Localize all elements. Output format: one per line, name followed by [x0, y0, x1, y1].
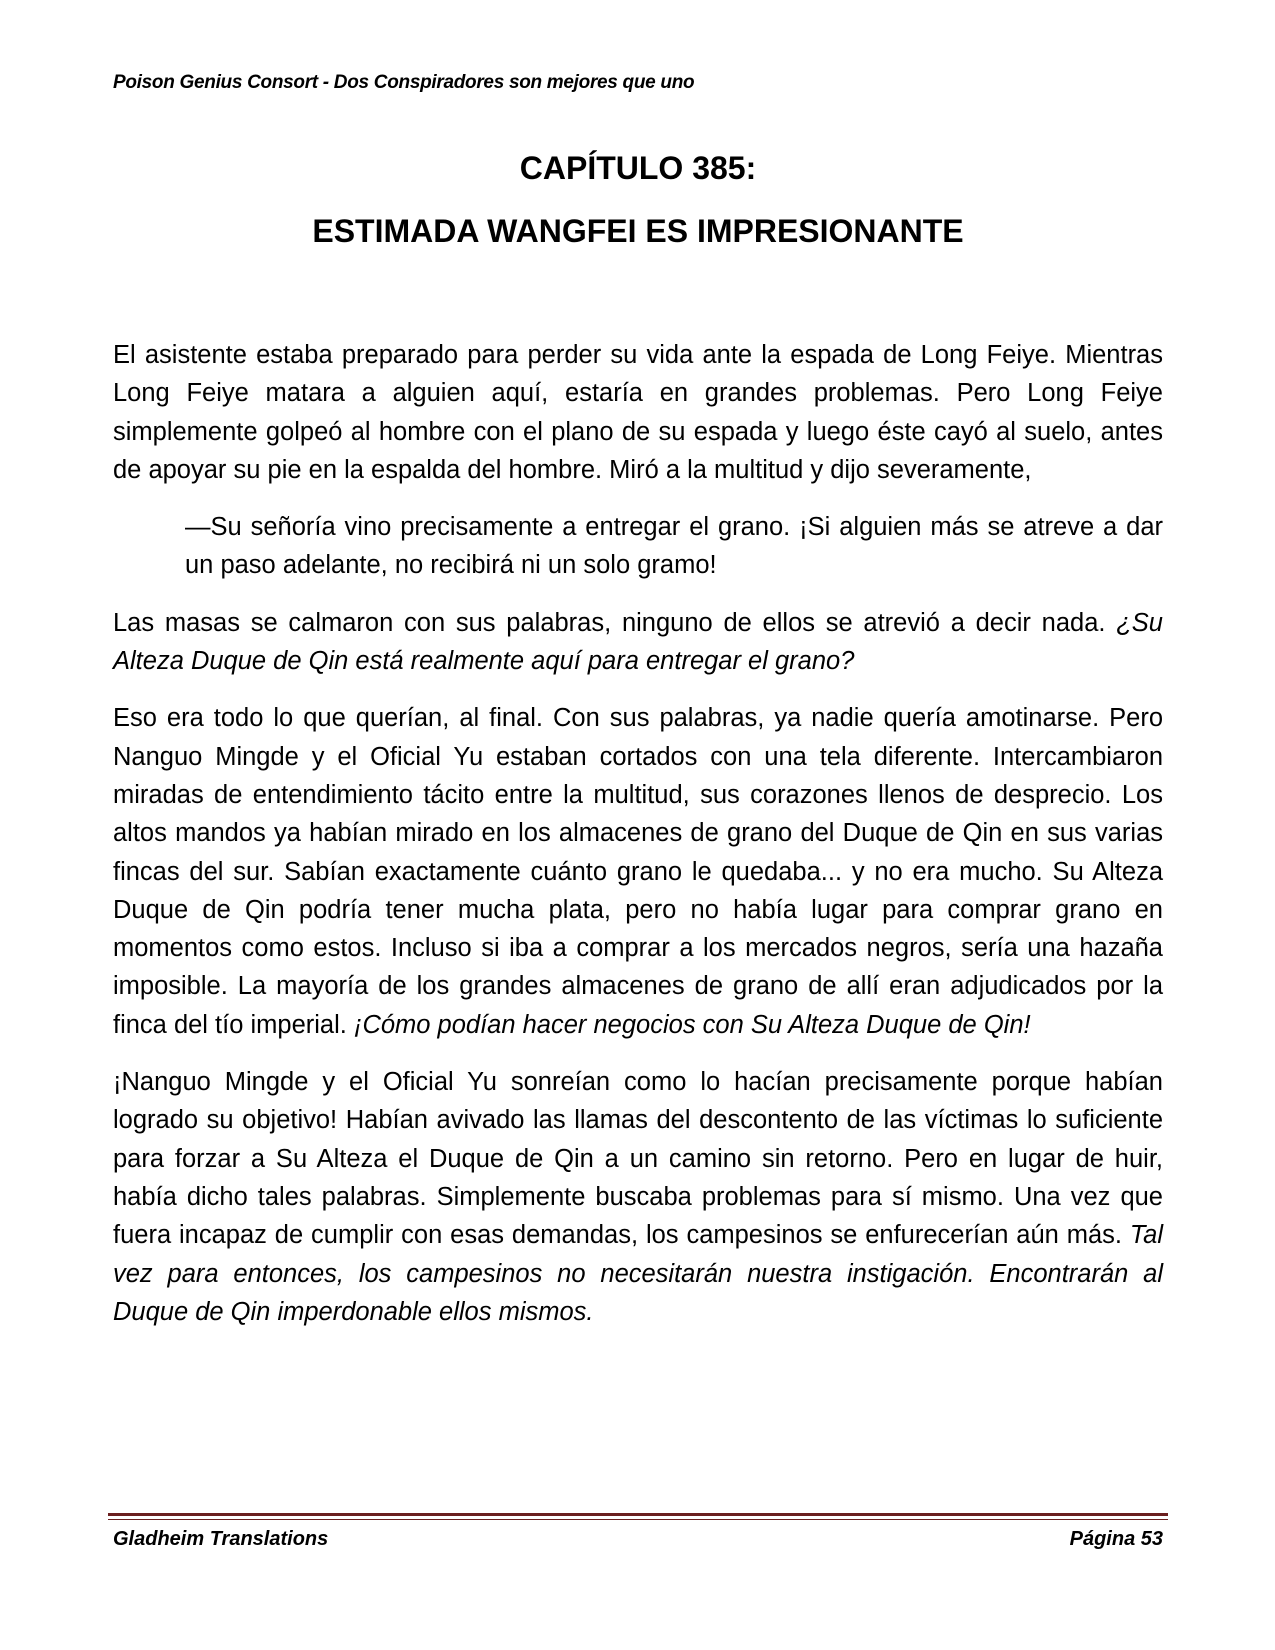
- paragraph-4-text: Eso era todo lo que querían, al final. Con sus palabras, ya nadie quería amotinarse. Pero Nanguo Mingde y el Oficial Yu estaban cortados con una tela diferente. Intercambiaron miradas de entendimiento tácito entre la multitud, sus corazones llenos de desprecio. Los altos mandos ya habían mirado en los almacenes de grano del Duque de Qin en sus varias fincas del sur. Sabían exactamente cuánto grano le quedaba... y no era mucho. Su Alteza Duque de Qin podría tener mucha plata, pero no había lugar para comprar grano en momentos como estos. Incluso si iba a comprar a los mercados negros, sería una hazaña imposible. La mayoría de los grandes almacenes de grano de allí eran adjudicados por la finca del tío imperial.: [113, 704, 1163, 1039]
- paragraph-3-text: Las masas se calmaron con sus palabras, ninguno de ellos se atrevió a decir nada.: [113, 608, 1106, 637]
- footer-rule-thick: [108, 1513, 1168, 1516]
- paragraph-1: El asistente estaba preparado para perder su vida ante la espada de Long Feiye. Mientras Long Feiye matara a alguien aquí, estaría en grandes problemas. Pero Long Feiye simplemente golpeó al hombre con el plano de su espada y luego éste cayó al suelo, antes de apoyar su pie en la espalda del hombre. Miró a la multitud y dijo severamente,: [113, 341, 1163, 484]
- chapter-body: [113, 336, 1163, 1350]
- paragraph-3-thought: ¿Su Alteza Duque de Qin está realmente aquí para entregar el grano?: [113, 608, 1163, 676]
- paragraph-4-thought: ¡Cómo podían hacer negocios con Su Alteza Duque de Qin!: [353, 1010, 1031, 1039]
- chapter-number: CAPÍTULO 385:: [519, 150, 757, 186]
- paragraph-5-thought: Tal vez para entonces, los campesinos no necesitarán nuestra instigación. Encontrarán al Duque de Qin imperdonable ellos mismos.: [113, 1221, 1164, 1326]
- footer-publisher: Gladheim Translations: [113, 1528, 329, 1550]
- paragraph-5-text: ¡Nanguo Mingde y el Oficial Yu sonreían como lo hacían precisamente porque habían logrado su objetivo! Habían avivado las llamas del descontento de las víctimas lo suficiente para forzar a Su Alteza el Duque de Qin a un camino sin retorno. Pero en lugar de huir, había dicho tales palabras. Simplemente buscaba problemas para sí mismo. Una vez que fuera incapaz de cumplir con esas demandas, los campesinos se enfurecerían aún más.: [113, 1068, 1163, 1250]
- running-header: Poison Genius Consort - Dos Conspiradores son mejores que uno: [113, 72, 695, 93]
- paragraph-3: [113, 604, 1163, 681]
- footer-rule-thin: [108, 1519, 1168, 1520]
- paragraph-4: [113, 699, 1163, 1044]
- chapter-title: ESTIMADA WANGFEI ES IMPRESIONANTE: [312, 213, 964, 249]
- dialogue-quote: —Su señoría vino precisamente a entregar el grano. ¡Si alguien más se atreve a dar un paso adelante, no recibirá ni un solo gramo!: [185, 513, 1163, 580]
- page-number: Página 53: [1069, 1528, 1163, 1550]
- paragraph-5: [113, 1063, 1163, 1331]
